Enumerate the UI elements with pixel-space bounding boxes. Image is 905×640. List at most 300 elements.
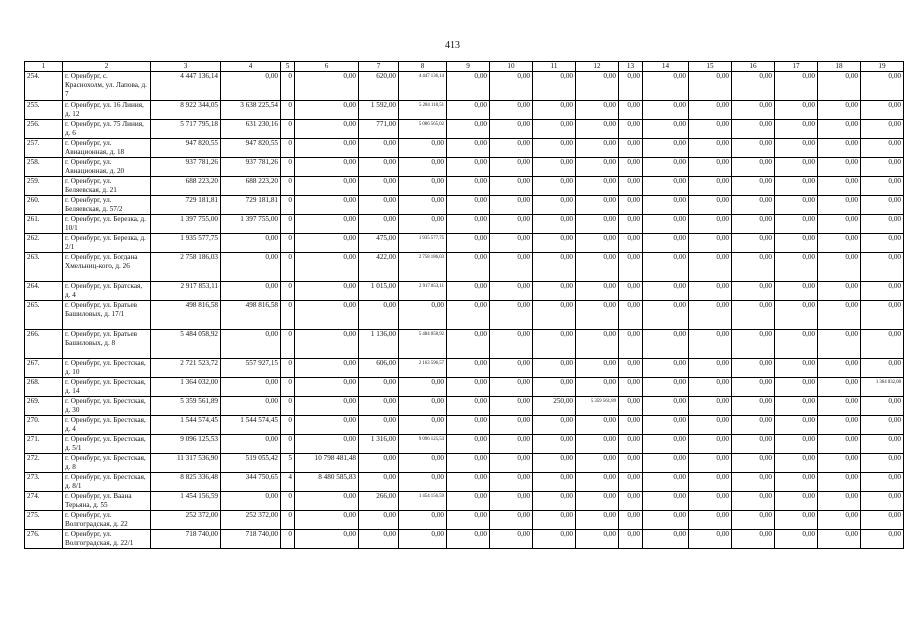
value-cell: 0,00 [689, 158, 732, 177]
value-cell: 0,00 [221, 72, 281, 101]
value-cell: 0,00 [818, 139, 861, 158]
value-cell: 0,00 [643, 530, 689, 549]
value-cell: 0,00 [619, 215, 643, 234]
value-cell: 0 [281, 101, 295, 120]
value-cell: 0,00 [576, 435, 619, 454]
table-row [25, 253, 904, 282]
value-cell: 0,00 [447, 492, 490, 511]
value-cell: 0 [281, 139, 295, 158]
value-cell: 0,00 [732, 301, 775, 330]
value-cell: 266,00 [359, 492, 399, 511]
value-cell: 1 592,00 [359, 101, 399, 120]
value-cell: 0,00 [619, 473, 643, 492]
value-cell: 0,00 [775, 215, 818, 234]
value-cell: 0,00 [533, 378, 576, 397]
column-header: 18 [818, 62, 861, 72]
value-cell: 0,00 [861, 530, 904, 549]
address-cell: г. Оренбург, ул. Братьев Башиловых, д. 8 [63, 330, 151, 359]
value-cell: 0,00 [295, 492, 359, 511]
value-cell: 0,00 [576, 72, 619, 101]
value-cell: 0,00 [775, 72, 818, 101]
value-cell: 0,00 [295, 301, 359, 330]
value-cell: 0,00 [818, 301, 861, 330]
value-cell: 0,00 [643, 511, 689, 530]
value-cell: 0,00 [689, 101, 732, 120]
value-cell: 0,00 [689, 282, 732, 301]
value-cell: 0,00 [861, 72, 904, 101]
value-cell: 0,00 [576, 416, 619, 435]
value-cell: 0,00 [861, 359, 904, 378]
value-cell: 5 484 058,92 [151, 330, 221, 359]
value-cell: 0,00 [295, 158, 359, 177]
value-cell: 0,00 [689, 330, 732, 359]
address-cell: г. Оренбург, ул. Авиационная, д. 18 [63, 139, 151, 158]
value-cell: 0,00 [643, 72, 689, 101]
table-row [25, 492, 904, 511]
value-cell: 1 544 574,45 [221, 416, 281, 435]
value-cell: 0,00 [359, 530, 399, 549]
value-cell: 0,00 [619, 139, 643, 158]
value-cell: 0,00 [689, 530, 732, 549]
value-cell: 0,00 [643, 196, 689, 215]
address-cell: г. Оренбург, ул. Брестская, д. 30 [63, 397, 151, 416]
value-cell: 0,00 [689, 196, 732, 215]
value-cell: 0,00 [447, 282, 490, 301]
value-cell: 0,00 [533, 120, 576, 139]
value-cell: 0,00 [689, 72, 732, 101]
row-number: 257. [25, 139, 63, 158]
value-cell: 8 922 344,05 [151, 101, 221, 120]
value-cell: 0,00 [221, 234, 281, 253]
address-cell: г. Оренбург, ул. Волгоградская, д. 22 [63, 511, 151, 530]
column-header: 6 [295, 62, 359, 72]
column-header: 3 [151, 62, 221, 72]
value-cell: 0,00 [818, 72, 861, 101]
table-row [25, 282, 904, 301]
value-cell: 0,00 [619, 492, 643, 511]
value-cell: 0,00 [576, 215, 619, 234]
value-cell: 0,00 [732, 511, 775, 530]
value-cell: 5 [281, 454, 295, 473]
table-row [25, 435, 904, 454]
row-number: 263. [25, 253, 63, 282]
value-cell: 0,00 [295, 359, 359, 378]
value-cell: 0,00 [359, 397, 399, 416]
value-cell: 0,00 [861, 282, 904, 301]
column-header: 12 [576, 62, 619, 72]
value-cell: 0,00 [295, 101, 359, 120]
value-cell: 0,00 [775, 435, 818, 454]
value-cell: 0,00 [861, 158, 904, 177]
value-cell: 0 [281, 492, 295, 511]
value-cell: 606,00 [359, 359, 399, 378]
value-cell: 0,00 [689, 253, 732, 282]
value-cell: 3 638 225,54 [221, 101, 281, 120]
value-cell: 0,00 [643, 215, 689, 234]
address-cell: г. Оренбург, ул. Авиационная, д. 20 [63, 158, 151, 177]
value-cell: 0,00 [359, 454, 399, 473]
value-cell: 498 816,58 [151, 301, 221, 330]
row-number: 258. [25, 158, 63, 177]
value-cell: 0,00 [490, 234, 533, 253]
value-cell: 0,00 [775, 196, 818, 215]
value-cell: 0,00 [399, 378, 447, 397]
address-cell: г. Оренбург, с. Краснохолм, ул. Лапова, д. 7 [63, 72, 151, 101]
value-cell: 0,00 [533, 282, 576, 301]
value-cell: 344 750,65 [221, 473, 281, 492]
value-cell: 0,00 [221, 397, 281, 416]
value-cell: 0 [281, 196, 295, 215]
value-cell: 0,00 [447, 177, 490, 196]
value-cell: 0,00 [576, 101, 619, 120]
value-cell: 0,00 [447, 435, 490, 454]
value-cell: 0,00 [399, 416, 447, 435]
value-cell: 1 136,00 [359, 330, 399, 359]
value-cell: 0,00 [775, 378, 818, 397]
value-cell: 0,00 [490, 330, 533, 359]
value-cell: 0,00 [576, 158, 619, 177]
column-header: 15 [689, 62, 732, 72]
value-cell: 0,00 [689, 120, 732, 139]
value-cell: 0,00 [732, 101, 775, 120]
value-cell: 0 [281, 435, 295, 454]
value-cell: 0,00 [689, 454, 732, 473]
value-cell: 0,00 [490, 454, 533, 473]
value-cell: 0,00 [576, 473, 619, 492]
value-cell: 0,00 [447, 530, 490, 549]
value-cell: 0,00 [619, 234, 643, 253]
value-cell: 0,00 [533, 359, 576, 378]
value-cell: 0,00 [643, 330, 689, 359]
value-cell: 0,00 [359, 511, 399, 530]
value-cell: 0,00 [533, 253, 576, 282]
row-number: 264. [25, 282, 63, 301]
value-cell: 0,00 [619, 301, 643, 330]
value-cell: 0,00 [447, 139, 490, 158]
value-cell: 0,00 [732, 397, 775, 416]
value-cell: 0,00 [732, 234, 775, 253]
table-row [25, 120, 904, 139]
row-number: 272. [25, 454, 63, 473]
row-number: 255. [25, 101, 63, 120]
value-cell: 0,00 [861, 120, 904, 139]
value-cell: 0,00 [775, 330, 818, 359]
value-cell: 0,00 [576, 301, 619, 330]
value-cell: 0,00 [533, 234, 576, 253]
value-cell: 0,00 [221, 282, 281, 301]
value-cell: 0,00 [359, 215, 399, 234]
table-row [25, 397, 904, 416]
value-cell: 0,00 [490, 120, 533, 139]
value-cell: 0,00 [447, 397, 490, 416]
table-row [25, 301, 904, 330]
value-cell: 5 284 118,51 [399, 101, 447, 120]
value-cell: 0,00 [533, 72, 576, 101]
value-cell: 0,00 [447, 72, 490, 101]
column-header: 4 [221, 62, 281, 72]
value-cell: 0,00 [533, 473, 576, 492]
value-cell: 0,00 [775, 301, 818, 330]
value-cell: 0,00 [490, 378, 533, 397]
value-cell: 0,00 [732, 530, 775, 549]
value-cell: 0,00 [619, 511, 643, 530]
value-cell: 0,00 [619, 158, 643, 177]
value-cell: 2 758 186,03 [399, 253, 447, 282]
value-cell: 1 364 032,00 [861, 378, 904, 397]
value-cell: 0,00 [295, 72, 359, 101]
table-row [25, 72, 904, 101]
address-cell: г. Оренбург, ул. Брестская, д. 4 [63, 416, 151, 435]
value-cell: 0,00 [775, 454, 818, 473]
value-cell: 0,00 [295, 282, 359, 301]
value-cell: 0,00 [295, 177, 359, 196]
column-header: 9 [447, 62, 490, 72]
value-cell: 718 740,00 [151, 530, 221, 549]
address-cell: г. Оренбург, ул. Братская, д. 4 [63, 282, 151, 301]
value-cell: 9 096 125,53 [399, 435, 447, 454]
value-cell: 0,00 [399, 215, 447, 234]
value-cell: 0 [281, 530, 295, 549]
value-cell: 0,00 [533, 530, 576, 549]
value-cell: 0,00 [576, 359, 619, 378]
value-cell: 0,00 [619, 378, 643, 397]
value-cell: 0,00 [775, 511, 818, 530]
value-cell: 557 927,15 [221, 359, 281, 378]
value-cell: 0,00 [775, 253, 818, 282]
value-cell: 0,00 [643, 253, 689, 282]
value-cell: 1 454 156,59 [399, 492, 447, 511]
value-cell: 0,00 [818, 234, 861, 253]
value-cell: 0,00 [732, 359, 775, 378]
row-number: 266. [25, 330, 63, 359]
value-cell: 0,00 [619, 177, 643, 196]
value-cell: 0,00 [399, 511, 447, 530]
value-cell: 0,00 [447, 253, 490, 282]
value-cell: 0,00 [689, 435, 732, 454]
value-cell: 0,00 [533, 330, 576, 359]
value-cell: 0,00 [576, 282, 619, 301]
header-row [25, 62, 904, 72]
value-cell: 0 [281, 397, 295, 416]
value-cell: 0,00 [643, 397, 689, 416]
column-header: 7 [359, 62, 399, 72]
value-cell: 0,00 [619, 454, 643, 473]
value-cell: 0,00 [818, 530, 861, 549]
value-cell: 0,00 [775, 473, 818, 492]
value-cell: 0,00 [576, 511, 619, 530]
value-cell: 0,00 [643, 492, 689, 511]
value-cell: 0,00 [221, 378, 281, 397]
value-cell: 0,00 [643, 158, 689, 177]
value-cell: 0,00 [689, 234, 732, 253]
value-cell: 1 935 577,75 [399, 234, 447, 253]
value-cell: 0 [281, 330, 295, 359]
value-cell: 1 397 755,00 [151, 215, 221, 234]
value-cell: 2 163 596,57 [399, 359, 447, 378]
table-row [25, 101, 904, 120]
value-cell: 0 [281, 215, 295, 234]
value-cell: 0,00 [818, 359, 861, 378]
row-number: 273. [25, 473, 63, 492]
column-header: 14 [643, 62, 689, 72]
value-cell: 0,00 [576, 253, 619, 282]
address-cell: г. Оренбург, ул. Брестская, д. 5/1 [63, 435, 151, 454]
value-cell: 8 480 585,83 [295, 473, 359, 492]
table-body [25, 62, 904, 549]
value-cell: 0,00 [490, 282, 533, 301]
value-cell: 2 917 853,11 [151, 282, 221, 301]
row-number: 269. [25, 397, 63, 416]
value-cell: 0,00 [533, 101, 576, 120]
value-cell: 0,00 [775, 158, 818, 177]
value-cell: 0,00 [861, 454, 904, 473]
value-cell: 422,00 [359, 253, 399, 282]
address-cell: г. Оренбург, ул. Березка, д. 10/1 [63, 215, 151, 234]
value-cell: 0,00 [643, 282, 689, 301]
address-cell: г. Оренбург, ул. 16 Линия, д. 12 [63, 101, 151, 120]
value-cell: 0,00 [732, 473, 775, 492]
column-header: 17 [775, 62, 818, 72]
value-cell: 947 820,55 [151, 139, 221, 158]
value-cell: 0,00 [818, 473, 861, 492]
value-cell: 718 740,00 [221, 530, 281, 549]
value-cell: 0,00 [818, 397, 861, 416]
value-cell: 0,00 [295, 253, 359, 282]
value-cell: 0,00 [399, 158, 447, 177]
value-cell: 0,00 [576, 196, 619, 215]
value-cell: 729 181,81 [151, 196, 221, 215]
table-row [25, 511, 904, 530]
value-cell: 0,00 [775, 359, 818, 378]
value-cell: 0,00 [221, 492, 281, 511]
value-cell: 0 [281, 282, 295, 301]
value-cell: 8 825 336,48 [151, 473, 221, 492]
value-cell: 0,00 [447, 378, 490, 397]
row-number: 254. [25, 72, 63, 101]
value-cell: 0,00 [619, 359, 643, 378]
value-cell: 0,00 [533, 158, 576, 177]
row-number: 271. [25, 435, 63, 454]
value-cell: 0,00 [295, 120, 359, 139]
address-cell: г. Оренбург, ул. Беляевская, д. 57/2 [63, 196, 151, 215]
value-cell: 0,00 [732, 120, 775, 139]
value-cell: 0,00 [447, 234, 490, 253]
value-cell: 0,00 [533, 492, 576, 511]
table-row [25, 158, 904, 177]
value-cell: 0,00 [643, 359, 689, 378]
row-number: 268. [25, 378, 63, 397]
value-cell: 0,00 [221, 253, 281, 282]
value-cell: 0,00 [689, 473, 732, 492]
value-cell: 0 [281, 359, 295, 378]
value-cell: 0,00 [533, 301, 576, 330]
value-cell: 0,00 [447, 330, 490, 359]
address-cell: г. Оренбург, ул. Братьев Башиловых, д. 17/1 [63, 301, 151, 330]
value-cell: 0,00 [576, 234, 619, 253]
value-cell: 0,00 [576, 378, 619, 397]
value-cell: 0 [281, 120, 295, 139]
page-number: 413 [445, 40, 460, 51]
value-cell: 0,00 [861, 139, 904, 158]
value-cell: 0,00 [490, 158, 533, 177]
value-cell: 0,00 [619, 397, 643, 416]
value-cell: 1 316,00 [359, 435, 399, 454]
row-number: 265. [25, 301, 63, 330]
value-cell: 0,00 [359, 196, 399, 215]
value-cell: 475,00 [359, 234, 399, 253]
row-number: 261. [25, 215, 63, 234]
value-cell: 0,00 [399, 473, 447, 492]
value-cell: 252 372,00 [221, 511, 281, 530]
column-header: 19 [861, 62, 904, 72]
row-number: 256. [25, 120, 63, 139]
value-cell: 0,00 [533, 454, 576, 473]
value-cell: 0,00 [818, 177, 861, 196]
value-cell: 0,00 [490, 416, 533, 435]
value-cell: 0,00 [818, 196, 861, 215]
value-cell: 0 [281, 378, 295, 397]
value-cell: 631 230,16 [221, 120, 281, 139]
value-cell: 0,00 [533, 215, 576, 234]
value-cell: 0,00 [818, 253, 861, 282]
value-cell: 0,00 [689, 378, 732, 397]
value-cell: 0,00 [447, 511, 490, 530]
value-cell: 0,00 [399, 301, 447, 330]
value-cell: 0,00 [818, 158, 861, 177]
value-cell: 0 [281, 253, 295, 282]
value-cell: 0,00 [861, 234, 904, 253]
value-cell: 0,00 [732, 177, 775, 196]
value-cell: 4 [281, 473, 295, 492]
address-cell: г. Оренбург, ул. Беляевская, д. 21 [63, 177, 151, 196]
value-cell: 0,00 [295, 215, 359, 234]
row-number: 267. [25, 359, 63, 378]
value-cell: 0,00 [490, 530, 533, 549]
value-cell: 0,00 [643, 101, 689, 120]
row-number: 262. [25, 234, 63, 253]
value-cell: 0,00 [732, 416, 775, 435]
value-cell: 0 [281, 301, 295, 330]
value-cell: 5 484 058,92 [399, 330, 447, 359]
value-cell: 0,00 [533, 435, 576, 454]
table-row [25, 234, 904, 253]
value-cell: 2 917 853,11 [399, 282, 447, 301]
value-cell: 0,00 [732, 158, 775, 177]
value-cell: 0,00 [818, 511, 861, 530]
value-cell: 771,00 [359, 120, 399, 139]
value-cell: 0,00 [861, 196, 904, 215]
value-cell: 0,00 [576, 330, 619, 359]
value-cell: 0,00 [643, 120, 689, 139]
value-cell: 0,00 [818, 378, 861, 397]
value-cell: 0,00 [576, 139, 619, 158]
value-cell: 0,00 [490, 101, 533, 120]
value-cell: 0,00 [399, 139, 447, 158]
value-cell: 0,00 [689, 416, 732, 435]
value-cell: 937 781,26 [221, 158, 281, 177]
value-cell: 0,00 [861, 215, 904, 234]
value-cell: 0,00 [533, 511, 576, 530]
value-cell: 0,00 [619, 253, 643, 282]
value-cell: 0,00 [861, 101, 904, 120]
value-cell: 0,00 [732, 72, 775, 101]
value-cell: 0,00 [490, 253, 533, 282]
value-cell: 0,00 [399, 177, 447, 196]
value-cell: 688 223,20 [151, 177, 221, 196]
value-cell: 250,00 [533, 397, 576, 416]
table-row [25, 454, 904, 473]
value-cell: 0,00 [732, 330, 775, 359]
